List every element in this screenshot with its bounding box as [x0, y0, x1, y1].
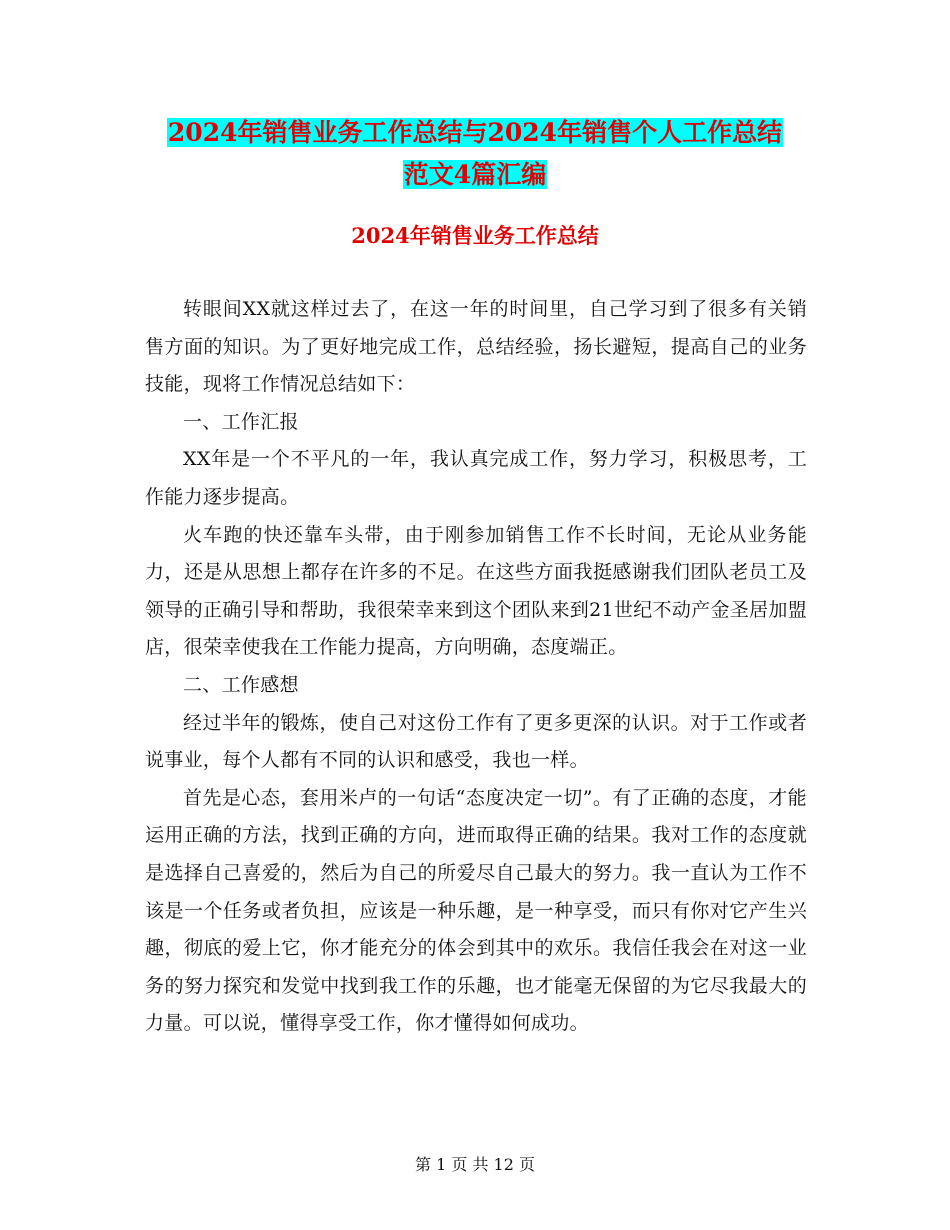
document-title	[0, 112, 950, 196]
document-title-line-2: 范文4篇汇编	[403, 160, 547, 189]
paragraph-year-summary: XX年是一个不平凡的一年，我认真完成工作，努力学习，积极思考，工作能力逐步提高。	[145, 448, 807, 508]
heading-work-report: 一、工作汇报	[183, 410, 299, 433]
section-title: 2024年销售业务工作总结	[351, 223, 599, 248]
page-footer: 第 1 页 共 12 页	[415, 1155, 535, 1174]
document-body	[145, 291, 807, 1043]
heading-work-thoughts: 二、工作感想	[183, 673, 299, 696]
paragraph-intro: 转眼间XX就这样过去了，在这一年的时间里，自己学习到了很多有关销售方面的知识。为了更好地完成工作，总结经验，扬长避短，提高自己的业务技能，现将工作情况总结如下：	[145, 298, 807, 396]
paragraph-team-help: 火车跑的快还靠车头带，由于刚参加销售工作不长时间，无论从业务能力，还是从思想上都存在许多的不足。在这些方面我挺感谢我们团队老员工及领导的正确引导和帮助，我很荣幸来到这个团队来到21世纪不动产金圣居加盟店，很荣幸使我在工作能力提高，方向明确，态度端正。	[145, 523, 807, 659]
paragraph-half-year: 经过半年的锻炼，使自己对这份工作有了更多更深的认识。对于工作或者说事业，每个人都有不同的认识和感受，我也一样。	[145, 711, 807, 772]
document-title-line-1: 2024年销售业务工作总结与2024年销售个人工作总结	[167, 118, 783, 147]
paragraph-attitude: 首先是心态，套用米卢的一句话“态度决定一切”。有了正确的态度，才能运用正确的方法，找到正确的方向，进而取得正确的结果。我对工作的态度就是选择自己喜爱的，然后为自己的所爱尽自己最大的努力。我一直认为工作不该是一个任务或者负担，应该是一种乐趣，是一种享受，而只有你对它产生兴趣，彻底的爱上它，你才能充分的体会到其中的欢乐。我信任我会在对这一业务的努力探究和发觉中找到我工作的乐趣，也才能毫无保留的为它尽我最大的力量。可以说，懂得享受工作，你才懂得如何成功。	[145, 786, 807, 1035]
